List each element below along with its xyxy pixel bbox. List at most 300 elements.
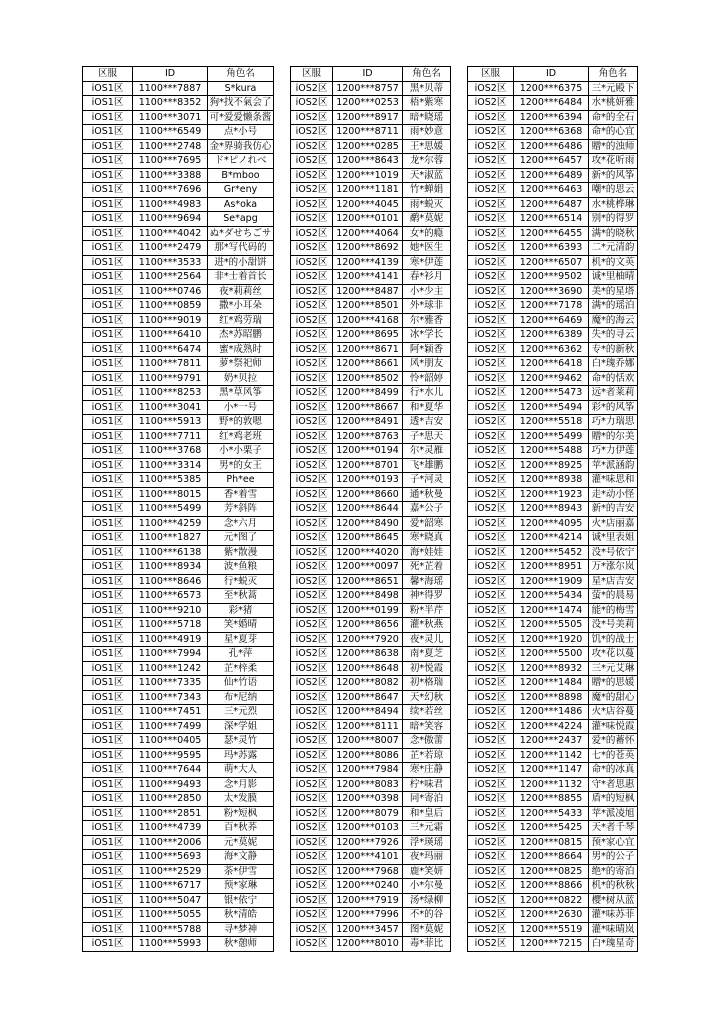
server-table-3 [467,66,638,952]
cell-server: iOS1区 [83,415,133,430]
cell-server: iOS2区 [291,690,333,705]
cell-server: iOS2区 [468,516,514,531]
table-row [468,328,638,343]
cell-role-name: 蜜*成熟时 [208,342,274,357]
cell-id: 1200***4020 [333,545,403,560]
cell-role-name: 龙*尔蓉 [403,154,451,169]
cell-id: 1100***3071 [133,110,208,125]
cell-role-name: 撒*小耳朵 [208,299,274,314]
cell-server: iOS2区 [291,748,333,763]
column-header-role-name: 角色名 [208,67,274,82]
cell-id: 1200***3690 [514,284,589,299]
table-row [83,516,274,531]
cell-id: 1100***0405 [133,734,208,749]
cell-role-name: 可*爱爱懒条酱 [208,110,274,125]
cell-role-name: 浮*瑛瑶 [403,835,451,850]
table-row [291,139,451,154]
cell-id: 1200***8494 [333,705,403,720]
column-header-id: ID [133,67,208,82]
table-row [468,632,638,647]
cell-server: iOS2区 [291,139,333,154]
cell-role-name: 苹*派凌旭 [589,806,638,821]
cell-id: 1200***0822 [514,893,589,908]
cell-id: 1200***8661 [333,357,403,372]
cell-server: iOS2区 [468,835,514,850]
cell-id: 1200***8943 [514,502,589,517]
cell-id: 1100***6549 [133,125,208,140]
column-header-server: 区服 [291,67,333,82]
table-row [83,415,274,430]
cell-server: iOS2区 [468,705,514,720]
cell-id: 1100***8253 [133,386,208,401]
cell-role-name: 元*莫妮 [208,835,274,850]
cell-id: 1200***1920 [514,632,589,647]
table-row [291,212,451,227]
table-row [83,386,274,401]
cell-server: iOS2区 [291,763,333,778]
cell-server: iOS1区 [83,705,133,720]
cell-id: 1200***8487 [333,284,403,299]
table-row [468,473,638,488]
cell-server: iOS2区 [468,589,514,604]
cell-id: 1100***1827 [133,531,208,546]
cell-role-name: 芷*若琼 [403,748,451,763]
table-row [83,429,274,444]
column-header-role-name: 角色名 [589,67,638,82]
cell-server: iOS1区 [83,690,133,705]
table-row [83,531,274,546]
cell-id: 1100***7711 [133,429,208,444]
cell-id: 1200***8490 [333,516,403,531]
table-row [468,139,638,154]
table-row [291,81,451,96]
cell-id: 1100***7335 [133,676,208,691]
cell-role-name: 进*的小甜饼 [208,255,274,270]
table-row [83,676,274,691]
cell-role-name: 玛*苏露 [208,748,274,763]
table-row [468,415,638,430]
cell-id: 1200***8664 [514,850,589,865]
cell-server: iOS1区 [83,96,133,111]
cell-id: 1200***1147 [514,763,589,778]
cell-server: iOS1区 [83,748,133,763]
table-row [291,748,451,763]
table-row [83,502,274,517]
cell-id: 1200***8111 [333,719,403,734]
cell-role-name: 三*元霜 [403,821,451,836]
cell-role-name: 万*涨尔岚 [589,560,638,575]
cell-server: iOS2区 [291,777,333,792]
cell-server: iOS1区 [83,197,133,212]
cell-server: iOS2区 [468,806,514,821]
table-row [468,429,638,444]
cell-id: 1200***4064 [333,226,403,241]
table-row [291,574,451,589]
cell-role-name: 攻*花以蔓 [589,647,638,662]
cell-role-name: 初*格瑞 [403,676,451,691]
cell-id: 1200***4139 [333,255,403,270]
cell-role-name: As*oka [208,197,274,212]
table-row [291,545,451,560]
cell-id: 1200***8917 [333,110,403,125]
cell-id: 1200***8086 [333,748,403,763]
cell-id: 1200***8932 [514,661,589,676]
cell-id: 1100***9791 [133,371,208,386]
cell-server: iOS1区 [83,864,133,879]
cell-server: iOS1区 [83,487,133,502]
table-header-row [468,67,638,82]
table-row [468,705,638,720]
table-row [83,299,274,314]
cell-id: 1200***5488 [514,444,589,459]
cell-server: iOS2区 [291,821,333,836]
cell-id: 1100***5385 [133,473,208,488]
cell-id: 1100***7811 [133,357,208,372]
table-header-row [291,67,451,82]
cell-server: iOS1区 [83,313,133,328]
cell-role-name: 神*得罗 [403,589,451,604]
table-row [83,226,274,241]
cell-id: 1200***8695 [333,328,403,343]
cell-id: 1200***8502 [333,371,403,386]
cell-role-name: 怜*韶婷 [403,371,451,386]
cell-role-name: 别*的得罗 [589,212,638,227]
cell-server: iOS2区 [291,168,333,183]
cell-id: 1200***6514 [514,212,589,227]
cell-server: iOS2区 [291,647,333,662]
cell-role-name: 攻*花听雨 [589,154,638,169]
cell-id: 1100***7695 [133,154,208,169]
table-row [83,560,274,575]
cell-server: iOS2区 [291,386,333,401]
cell-role-name: 二*元清韵 [589,241,638,256]
cell-id: 1200***4095 [514,516,589,531]
cell-role-name: 金*界骑我仿心 [208,139,274,154]
table-row [83,444,274,459]
cell-server: iOS2区 [291,661,333,676]
cell-role-name: 水*桃妍雅 [589,96,638,111]
cell-id: 1200***6486 [514,139,589,154]
table-row [291,806,451,821]
table-row [83,255,274,270]
cell-server: iOS1区 [83,835,133,850]
cell-server: iOS1区 [83,125,133,140]
table-row [291,386,451,401]
cell-role-name: 小*少主 [403,284,451,299]
table-row [83,313,274,328]
cell-server: iOS2区 [291,893,333,908]
cell-id: 1200***8499 [333,386,403,401]
cell-role-name: 星*夏芽 [208,632,274,647]
cell-server: iOS2区 [291,806,333,821]
table-row [468,893,638,908]
cell-server: iOS2区 [468,255,514,270]
cell-role-name: 红*鸡劳瑞 [208,313,274,328]
table-row [468,125,638,140]
cell-id: 1200***0097 [333,560,403,575]
cell-id: 1100***5993 [133,937,208,952]
cell-id: 1100***5718 [133,618,208,633]
cell-id: 1200***7968 [333,864,403,879]
cell-role-name: 元*图了 [208,531,274,546]
cell-role-name: 秋*清皓 [208,908,274,923]
cell-id: 1200***8763 [333,429,403,444]
table-row [291,618,451,633]
cell-id: 1200***6394 [514,110,589,125]
cell-server: iOS1区 [83,632,133,647]
table-row [468,937,638,952]
cell-role-name: 嘲*的思云 [589,183,638,198]
table-row [291,313,451,328]
cell-server: iOS1区 [83,574,133,589]
table-row [291,531,451,546]
cell-id: 1200***8647 [333,690,403,705]
cell-server: iOS2区 [468,96,514,111]
cell-role-name: 瑟*灵竹 [208,734,274,749]
table-row [83,270,274,285]
cell-id: 1200***8757 [333,81,403,96]
cell-server: iOS1区 [83,908,133,923]
table-row [468,806,638,821]
cell-server: iOS1区 [83,516,133,531]
cell-role-name: 盾*的短枫 [589,792,638,807]
cell-role-name: 白*瑰乔娜 [589,357,638,372]
cell-server: iOS2区 [291,850,333,865]
cell-role-name: 孔*萍 [208,647,274,662]
cell-server: iOS2区 [468,850,514,865]
table-row [83,748,274,763]
cell-id: 1200***8651 [333,574,403,589]
cell-role-name: 鹿*笑妍 [403,864,451,879]
table-row [468,342,638,357]
cell-id: 1200***8010 [333,937,403,952]
table-row [468,516,638,531]
cell-id: 1100***8352 [133,96,208,111]
cell-role-name: 梧*紫寒 [403,96,451,111]
cell-server: iOS1区 [83,81,133,96]
table-row [468,270,638,285]
table-row [468,168,638,183]
cell-id: 1200***5452 [514,545,589,560]
cell-id: 1100***0859 [133,299,208,314]
cell-role-name: 小*一号 [208,400,274,415]
cell-id: 1200***7178 [514,299,589,314]
cell-id: 1100***7343 [133,690,208,705]
cell-server: iOS1区 [83,255,133,270]
cell-id: 1200***8671 [333,342,403,357]
table-row [83,139,274,154]
table-row [468,545,638,560]
table-row [468,690,638,705]
cell-role-name: 嘉*公子 [403,502,451,517]
cell-server: iOS2区 [468,241,514,256]
cell-server: iOS2区 [291,473,333,488]
cell-id: 1200***0194 [333,444,403,459]
cell-id: 1200***7984 [333,763,403,778]
cell-id: 1200***5494 [514,400,589,415]
cell-id: 1100***2851 [133,806,208,821]
cell-id: 1200***5505 [514,618,589,633]
cell-role-name: 寒*晓真 [403,531,451,546]
cell-server: iOS1区 [83,328,133,343]
cell-server: iOS1区 [83,386,133,401]
table-row [468,458,638,473]
table-row [468,763,638,778]
cell-server: iOS1区 [83,545,133,560]
cell-role-name: ぬ*ダせちごサ [208,226,274,241]
cell-server: iOS1区 [83,183,133,198]
cell-server: iOS2区 [291,487,333,502]
cell-role-name: 太*发膜 [208,792,274,807]
cell-role-name: 命*的恬欢 [589,371,638,386]
table-row [291,241,451,256]
cell-id: 1200***6484 [514,96,589,111]
table-row [468,748,638,763]
cell-id: 1200***8644 [333,502,403,517]
cell-server: iOS1区 [83,879,133,894]
cell-id: 1200***3457 [333,922,403,937]
cell-role-name: 深*学姐 [208,719,274,734]
column-header-id: ID [514,67,589,82]
cell-server: iOS2区 [291,328,333,343]
cell-role-name: 预*家琳 [208,879,274,894]
table-row [83,937,274,952]
table-row [468,835,638,850]
cell-id: 1200***4101 [333,850,403,865]
cell-role-name: 守*者思惠 [589,777,638,792]
cell-id: 1200***0103 [333,821,403,836]
table-row [468,154,638,169]
table-row [83,589,274,604]
cell-server: iOS2区 [468,299,514,314]
table-row [83,473,274,488]
cell-server: iOS2区 [468,212,514,227]
cell-role-name: 粉*半芹 [403,603,451,618]
table-row [291,705,451,720]
cell-id: 1200***8938 [514,473,589,488]
cell-server: iOS2区 [291,676,333,691]
table-row [291,676,451,691]
table-row [291,487,451,502]
cell-role-name: 外*球非 [403,299,451,314]
table-row [468,734,638,749]
table-row [291,792,451,807]
cell-role-name: 奶*贝拉 [208,371,274,386]
cell-id: 1100***7644 [133,763,208,778]
cell-role-name: 杰*苏昭鹏 [208,328,274,343]
cell-server: iOS1区 [83,168,133,183]
cell-id: 1100***3388 [133,168,208,183]
cell-id: 1200***8079 [333,806,403,821]
cell-id: 1200***8643 [333,154,403,169]
cell-role-name: 没*号美莉 [589,618,638,633]
cell-id: 1100***7696 [133,183,208,198]
cell-id: 1200***8660 [333,487,403,502]
column-header-server: 区服 [468,67,514,82]
cell-server: iOS2区 [468,168,514,183]
cell-role-name: 天*幻秋 [403,690,451,705]
cell-server: iOS2区 [468,125,514,140]
table-row [291,299,451,314]
column-header-id: ID [333,67,403,82]
table-row [468,502,638,517]
cell-id: 1200***6469 [514,313,589,328]
cell-role-name: 波*鱼粮 [208,560,274,575]
cell-role-name: 子*河灵 [403,473,451,488]
cell-server: iOS2区 [468,574,514,589]
cell-id: 1200***4214 [514,531,589,546]
cell-id: 1200***0398 [333,792,403,807]
table-row [468,821,638,836]
cell-role-name: 芳*斜阵 [208,502,274,517]
cell-role-name: 紫*散漫 [208,545,274,560]
cell-server: iOS2区 [468,719,514,734]
table-row [291,270,451,285]
cell-server: iOS2区 [291,922,333,937]
cell-id: 1100***9210 [133,603,208,618]
table-row [83,879,274,894]
cell-role-name: 苹*派涵韵 [589,458,638,473]
cell-id: 1100***3314 [133,458,208,473]
cell-server: iOS1区 [83,357,133,372]
cell-role-name: 贈*的思媛 [589,676,638,691]
cell-id: 1200***6489 [514,168,589,183]
cell-server: iOS1区 [83,241,133,256]
table-row [291,922,451,937]
cell-server: iOS1区 [83,937,133,952]
cell-role-name: 子*思天 [403,429,451,444]
cell-role-name: 灌*秋燕 [403,618,451,633]
cell-id: 1200***1909 [514,574,589,589]
cell-role-name: 死*芷着 [403,560,451,575]
table-row [468,197,638,212]
cell-server: iOS2区 [291,545,333,560]
table-row [83,81,274,96]
table-row [291,908,451,923]
cell-role-name: 小*尔曼 [403,879,451,894]
cell-id: 1100***7499 [133,719,208,734]
cell-id: 1200***5519 [514,922,589,937]
table-row [83,357,274,372]
cell-id: 1200***1132 [514,777,589,792]
cell-server: iOS2区 [468,647,514,662]
cell-server: iOS2区 [291,125,333,140]
cell-id: 1200***4168 [333,313,403,328]
cell-id: 1200***1181 [333,183,403,198]
table-row [468,603,638,618]
cell-id: 1100***5693 [133,850,208,865]
cell-server: iOS2区 [468,777,514,792]
table-row [291,632,451,647]
cell-role-name: 不*的谷 [403,908,451,923]
cell-role-name: 初*悦霞 [403,661,451,676]
cell-id: 1200***8083 [333,777,403,792]
cell-id: 1200***8667 [333,400,403,415]
cell-id: 1200***1474 [514,603,589,618]
cell-role-name: 魔*的甜心 [589,690,638,705]
cell-server: iOS2区 [291,589,333,604]
cell-id: 1100***4042 [133,226,208,241]
table-row [468,110,638,125]
cell-server: iOS1区 [83,270,133,285]
cell-id: 1200***6389 [514,328,589,343]
table-row [83,618,274,633]
cell-id: 1200***6393 [514,241,589,256]
cell-id: 1200***1142 [514,748,589,763]
cell-server: iOS1区 [83,647,133,662]
cell-id: 1200***5473 [514,386,589,401]
cell-role-name: 萌*大人 [208,763,274,778]
